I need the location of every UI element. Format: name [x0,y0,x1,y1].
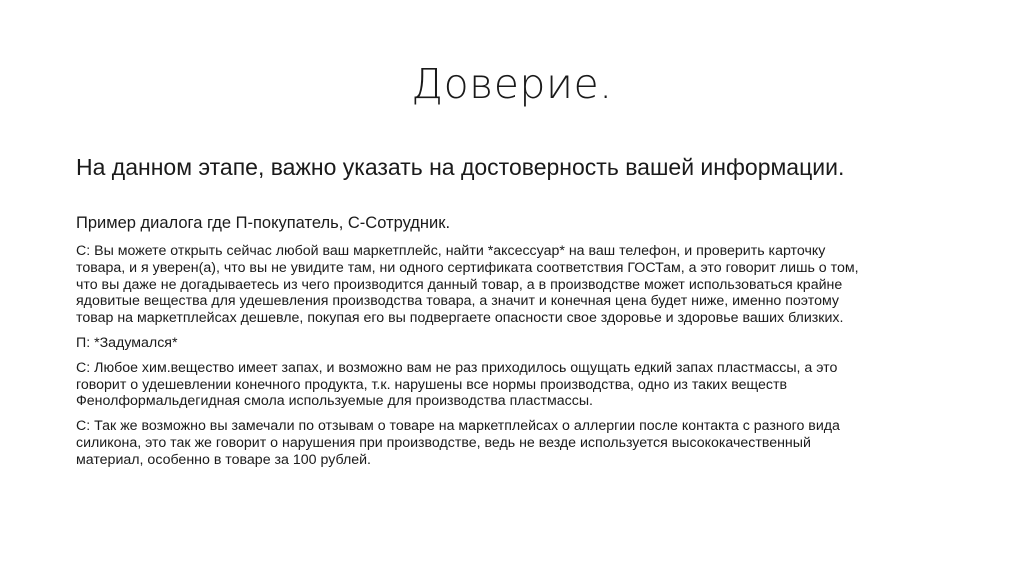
paragraph-line: говорит о удешевлении конечного продукта, т.к. нарушены все нормы производства, одно из таких веществ [76,376,788,393]
dialog-paragraph-2 [76,335,956,352]
slide-subtitle: На данном этапе, важно указать на достоверность вашей информации. [76,154,845,180]
dialog-paragraph-4 [76,418,956,468]
paragraph-line: силикона, это так же говорит о нарушения при производстве, ведь не везде используется высококачественный [76,434,811,451]
dialog-paragraph-3 [76,360,956,410]
paragraph-line: ядовитые вещества для удешевления производства товара, а значит и конечная цена будет ниже, именно поэтому [76,293,839,310]
paragraph-line: товар на маркетплейсах дешевле, покупая его вы подвергаете опасности свое здоровье и здоровье ваших близких. [76,310,844,327]
paragraph-line: Фенолформальдегидная смола используемые для производства пластмассы. [76,393,593,410]
paragraph-line: П: *Задумался* [76,334,178,351]
paragraph-line: С: Любое хим.вещество имеет запах, и возможно вам не раз приходилось ощущать едкий запах пластмассы, а это [76,359,838,376]
paragraph-line: что вы даже не догадываетесь из чего производится данный товар, а в производстве может использоваться крайне [76,276,843,293]
paragraph-line: С: Так же возможно вы замечали по отзывам о товаре на маркетплейсах о аллергии после контакта с разного вида [76,418,840,435]
paragraph-line: материал, особенно в товаре за 100 рублей. [76,451,371,468]
dialog-paragraph-1 [76,243,956,327]
paragraph-line: товара, и я уверен(а), что вы не увидите там, ни одного сертификата соответствия ГОСТам, а это говорит лишь о том, [76,259,859,276]
dialog-intro: Пример диалога где П-покупатель, С-Сотрудник. [76,214,451,232]
slide-content [76,150,956,477]
paragraph-line: С: Вы можете открыть сейчас любой ваш маркетплейс, найти *аксессуар* на ваш телефон, и проверить карточку [76,243,826,259]
slide-title: Доверие. [411,60,613,108]
